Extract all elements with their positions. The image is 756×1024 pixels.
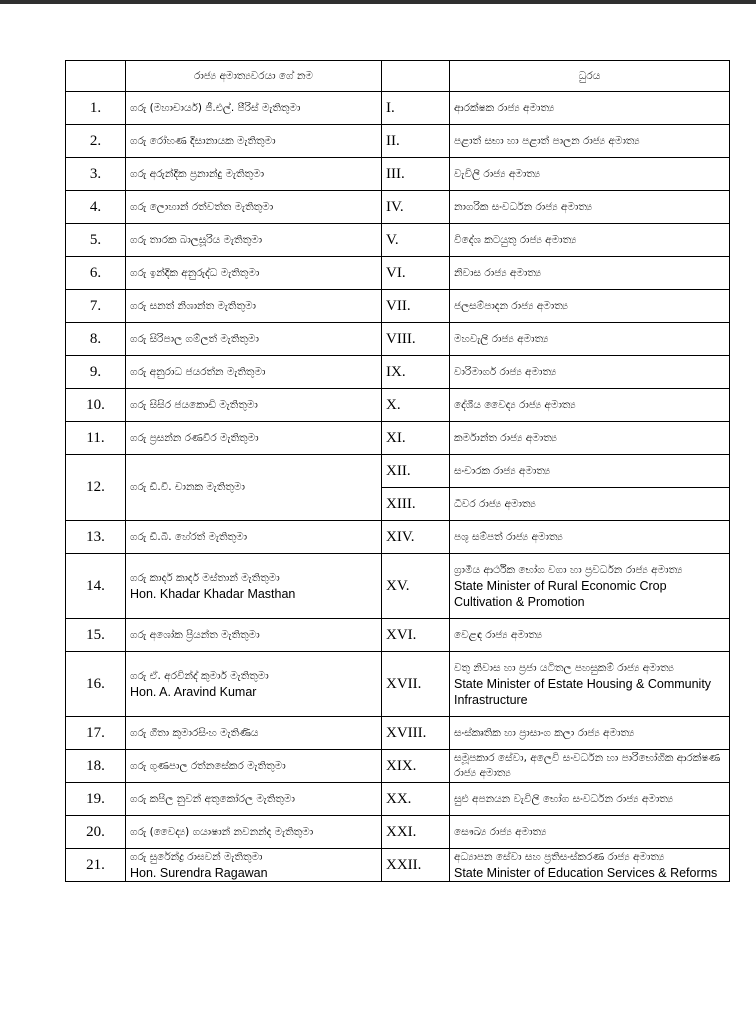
row-number: 13.	[66, 521, 126, 554]
portfolio-title	[450, 554, 730, 619]
row-number: 7.	[66, 290, 126, 323]
minister-name-sinhala: ගරු ගුණපාල රත්නසේකර මැතිතුමා	[130, 759, 286, 772]
minister-name-english: Hon. Surendra Ragawan	[130, 865, 268, 880]
minister-name	[126, 356, 382, 389]
portfolio-title: ධීවර රාජ්‍ය අමාත්‍ය	[450, 488, 730, 521]
row-number: 19.	[66, 783, 126, 816]
portfolio-title-sinhala: කර්මාන්ත රාජ්‍ය අමාත්‍ය	[454, 431, 557, 444]
portfolio-title	[450, 257, 730, 290]
minister-name	[126, 422, 382, 455]
minister-name	[126, 521, 382, 554]
minister-name	[126, 389, 382, 422]
table-row	[66, 554, 730, 619]
minister-name-sinhala: ගරු සිරිපාල ගම්ලත් මැතිතුමා	[130, 332, 259, 345]
minister-name-english: Hon. Khadar Khadar Masthan	[130, 586, 296, 601]
minister-name	[126, 290, 382, 323]
portfolio-title	[450, 455, 730, 488]
minister-name	[126, 816, 382, 849]
table-row	[66, 816, 730, 849]
portfolio-roman-number: XX.	[382, 783, 450, 816]
minister-name-sinhala: ගරු (මහාචාර්ය) ජී.එල්. පීරිස් මැතිතුමා	[130, 101, 301, 114]
minister-name-sinhala: ගරු තාරක බාලසූරිය මැතිතුමා	[130, 233, 263, 246]
row-number: 2.	[66, 125, 126, 158]
row-number: 16.	[66, 652, 126, 717]
row-number: 9.	[66, 356, 126, 389]
portfolio-roman-number: IX.	[382, 356, 450, 389]
minister-name	[126, 125, 382, 158]
minister-name-sinhala: ගරු ඒ. අරවින්ද් කුමාර් මැතිතුමා	[130, 669, 269, 682]
row-number: 8.	[66, 323, 126, 356]
portfolio-roman-number: XIII.	[382, 488, 450, 521]
table-row	[66, 422, 730, 455]
portfolio-roman-number: I.	[382, 92, 450, 125]
row-number: 15.	[66, 619, 126, 652]
row-number: 1.	[66, 92, 126, 125]
row-number: 6.	[66, 257, 126, 290]
portfolio-title-sinhala: වාරිමාර්ග රාජ්‍ය අමාත්‍ය	[454, 365, 557, 378]
minister-name	[126, 224, 382, 257]
minister-name-sinhala: ගරු ඩී.වී. චානක මැතිතුමා	[130, 481, 245, 493]
portfolio-title-sinhala: සමූපකාර සේවා, අලෙවි සංවර්ධන හා පාරිභෝගික ආරක්ෂණ රාජ්‍ය අමාත්‍ය	[454, 752, 721, 779]
portfolio-title	[450, 652, 730, 717]
minister-name	[126, 717, 382, 750]
portfolio-title-sinhala: නිවාස රාජ්‍ය අමාත්‍ය	[454, 266, 542, 279]
minister-name-sinhala: ගරු ප්‍රසන්න රණවීර මැතිතුමා	[130, 431, 259, 444]
portfolio-roman-number: XII.	[382, 455, 450, 488]
minister-name	[126, 554, 382, 619]
portfolio-title	[450, 290, 730, 323]
row-number: 10.	[66, 389, 126, 422]
header-portfolio-cell: ධුරය	[450, 61, 730, 92]
portfolio-title	[450, 224, 730, 257]
minister-name-sinhala: ගරු අනුරාධ ජයරත්න මැතිතුමා	[130, 365, 266, 378]
portfolio-roman-number: XVI.	[382, 619, 450, 652]
row-number: 18.	[66, 750, 126, 783]
table-row	[66, 455, 730, 488]
table-row	[66, 717, 730, 750]
portfolio-title	[450, 816, 730, 849]
portfolio-roman-number: VII.	[382, 290, 450, 323]
portfolio-title	[450, 323, 730, 356]
table-body	[66, 92, 730, 882]
table-row	[66, 191, 730, 224]
row-number: 14.	[66, 554, 126, 619]
portfolio-roman-number: III.	[382, 158, 450, 191]
table-header-row	[66, 61, 730, 92]
minister-name-sinhala: ගරු රෝහණ දිසානායක මැතිතුමා	[130, 134, 276, 147]
portfolio-title	[450, 125, 730, 158]
portfolio-title	[450, 158, 730, 191]
portfolio-roman-number: XIV.	[382, 521, 450, 554]
row-number: 17.	[66, 717, 126, 750]
minister-name-sinhala: ගරු ලොහාන් රත්වත්ත මැතිතුමා	[130, 200, 274, 213]
minister-name-sinhala: ගරු සනත් නිශාන්ත මැතිතුමා	[130, 299, 256, 312]
table-row	[66, 619, 730, 652]
minister-name	[126, 619, 382, 652]
portfolio-title	[450, 849, 730, 882]
top-edge-bar	[0, 0, 756, 4]
portfolio-title-sinhala: වෙළඳ රාජ්‍ය අමාත්‍ය	[454, 628, 543, 641]
minister-name-english: Hon. A. Aravind Kumar	[130, 684, 257, 699]
minister-name-sinhala: ගරු කපිල නුවන් අතුකෝරල මැතිතුමා	[130, 792, 295, 805]
table-row	[66, 750, 730, 783]
minister-name	[126, 158, 382, 191]
minister-name-sinhala: ගරු සිසිර ජයකොඩි මැතිතුමා	[130, 398, 258, 411]
table-row	[66, 783, 730, 816]
portfolio-title-sinhala: විදේශ කටයුතු රාජ්‍ය අමාත්‍ය	[454, 233, 577, 246]
minister-name	[126, 92, 382, 125]
minister-name-sinhala: ගරු කාදර් කාදර් මස්තාන් මැතිතුමා	[130, 571, 280, 584]
minister-name-sinhala: ගරු ගීතා කුමාරසිංහ මැතිණිය	[130, 726, 259, 739]
portfolio-roman-number: XI.	[382, 422, 450, 455]
table-row	[66, 224, 730, 257]
minister-name	[126, 750, 382, 783]
row-number: 5.	[66, 224, 126, 257]
table-row	[66, 521, 730, 554]
minister-name	[126, 652, 382, 717]
table-row	[66, 323, 730, 356]
minister-name	[126, 455, 382, 521]
portfolio-title-sinhala: දේශීය වෛද්‍ය රාජ්‍ය අමාත්‍ය	[454, 398, 576, 411]
row-number: 21.	[66, 849, 126, 882]
table-row	[66, 356, 730, 389]
portfolio-title	[450, 521, 730, 554]
portfolio-title-sinhala: සංචාරක රාජ්‍ය අමාත්‍ය	[454, 464, 551, 477]
row-number: 3.	[66, 158, 126, 191]
portfolio-title	[450, 619, 730, 652]
portfolio-title-sinhala: පශු සම්පත් රාජ්‍ය අමාත්‍ය	[454, 530, 563, 543]
table-row	[66, 92, 730, 125]
table-row	[66, 257, 730, 290]
minister-name	[126, 849, 382, 882]
portfolio-title-sinhala: නාගරික සංවර්ධන රාජ්‍ය අමාත්‍ය	[454, 200, 593, 213]
minister-name	[126, 783, 382, 816]
row-number: 11.	[66, 422, 126, 455]
portfolio-roman-number: VIII.	[382, 323, 450, 356]
table-row	[66, 125, 730, 158]
portfolio-title	[450, 389, 730, 422]
portfolio-title	[450, 717, 730, 750]
minister-name-sinhala: ගරු අශෝක ප්‍රියන්ත මැතිතුමා	[130, 628, 260, 641]
header-roman-cell	[382, 61, 450, 92]
portfolio-roman-number: XIX.	[382, 750, 450, 783]
table-row	[66, 849, 730, 882]
portfolio-title-english: State Minister of Education Services & Reforms	[454, 865, 718, 880]
portfolio-title-sinhala: වැවිලි රාජ්‍ය අමාත්‍ය	[454, 167, 541, 180]
minister-name-sinhala: ගරු (වෛද්‍ය) ගයාෂාන් නවනන්ද මැතිතුමා	[130, 825, 314, 838]
header-name-cell: රාජ්‍ය අමාත්‍යවරයා ගේ නම	[126, 61, 382, 92]
minister-name	[126, 323, 382, 356]
portfolio-roman-number: XXII.	[382, 849, 450, 882]
portfolio-title	[450, 750, 730, 783]
state-ministers-table	[65, 60, 730, 882]
portfolio-title-sinhala: ආරක්ෂක රාජ්‍ය අමාත්‍ය	[454, 101, 555, 114]
portfolio-title-sinhala: ජලසම්පාදන රාජ්‍ය අමාත්‍ය	[454, 299, 568, 312]
portfolio-title	[450, 783, 730, 816]
minister-name	[126, 191, 382, 224]
portfolio-roman-number: V.	[382, 224, 450, 257]
portfolio-title-english: State Minister of Estate Housing & Community Infrastructure	[454, 676, 712, 707]
portfolio-roman-number: XVII.	[382, 652, 450, 717]
row-number: 4.	[66, 191, 126, 224]
table-row	[66, 652, 730, 717]
table-row	[66, 389, 730, 422]
portfolio-title	[450, 191, 730, 224]
portfolio-title-sinhala: සුළු අපනයන වැවිලි භෝග සංවර්ධන රාජ්‍ය අමාත්‍ය	[454, 792, 674, 805]
row-number: 20.	[66, 816, 126, 849]
portfolio-title-sinhala: අධ්‍යාපන සේවා සහ ප්‍රතිසංස්කරණ රාජ්‍ය අමාත්‍ය	[454, 850, 665, 863]
portfolio-title-sinhala: පළාත් සභා හා පළාත් පාලන රාජ්‍ය අමාත්‍ය	[454, 134, 640, 147]
portfolio-roman-number: XVIII.	[382, 717, 450, 750]
portfolio-title	[450, 92, 730, 125]
portfolio-roman-number: VI.	[382, 257, 450, 290]
portfolio-title	[450, 356, 730, 389]
header-number-cell	[66, 61, 126, 92]
portfolio-roman-number: XV.	[382, 554, 450, 619]
portfolio-title-sinhala: සංස්කෘතික හා ප්‍රාසාංග කලා රාජ්‍ය අමාත්‍ය	[454, 726, 635, 739]
minister-name-sinhala: ගරු ඩී.බී. හේරත් මැතිතුමා	[130, 530, 248, 543]
portfolio-title-sinhala: වතු නිවාස හා ප්‍රජා යටිතල පහසුකම් රාජ්‍ය අමාත්‍ය	[454, 661, 674, 674]
portfolio-title-english: State Minister of Rural Economic Crop Cultivation & Promotion	[454, 578, 667, 609]
minister-name-sinhala: ගරු අරුන්දික ප්‍රනාන්දු මැතිතුමා	[130, 167, 265, 180]
portfolio-roman-number: XXI.	[382, 816, 450, 849]
portfolio-title-sinhala: ග්‍රාමීය ආර්ථික භෝග වගා හා ප්‍රවර්ධන රාජ්‍ය අමාත්‍ය	[454, 563, 683, 576]
portfolio-roman-number: II.	[382, 125, 450, 158]
table-row	[66, 158, 730, 191]
portfolio-title-sinhala: මහවැලි රාජ්‍ය අමාත්‍ය	[454, 332, 549, 345]
portfolio-title	[450, 422, 730, 455]
minister-name	[126, 257, 382, 290]
portfolio-title-sinhala: සෞඛ්‍ය රාජ්‍ය අමාත්‍ය	[454, 825, 547, 838]
portfolio-roman-number: IV.	[382, 191, 450, 224]
row-number: 12.	[66, 455, 126, 521]
table-row	[66, 290, 730, 323]
minister-name-sinhala: ගරු ඉන්දික අනුරුද්ධ මැතිතුමා	[130, 266, 260, 279]
portfolio-roman-number: X.	[382, 389, 450, 422]
minister-name-sinhala: ගරු සුරේන්ද්‍ර රාඝවන් මැතිතුමා	[130, 850, 263, 863]
